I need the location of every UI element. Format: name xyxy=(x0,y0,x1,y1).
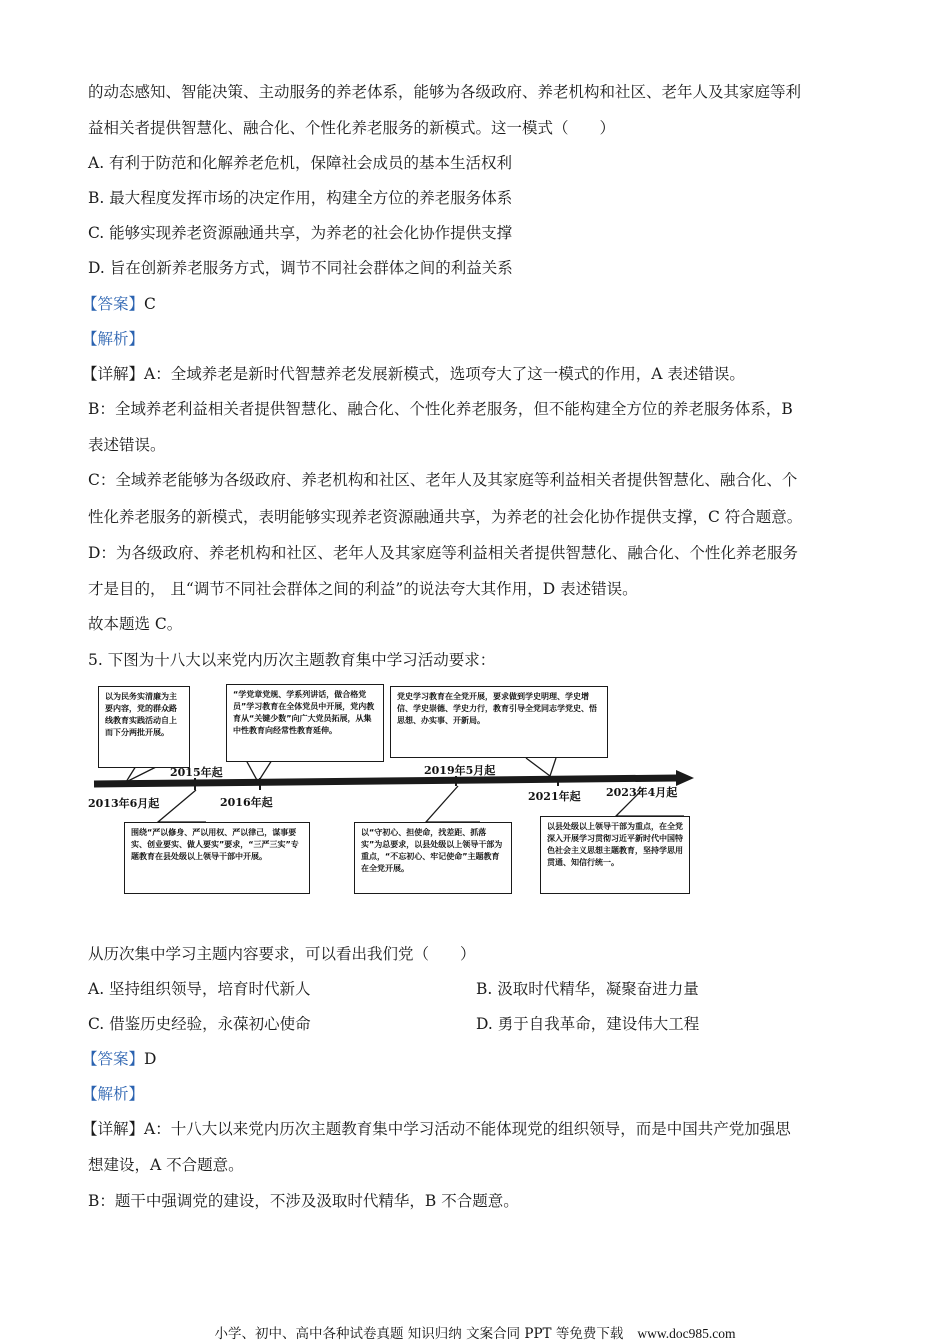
analysis-tag: 【解析】 xyxy=(82,330,145,348)
q4-detail-line-2: B：全域养老利益相关者提供智慧化、融合化、个性化养老服务，但不能构建全方位的养老服务体系，B xyxy=(88,400,793,418)
q5-detail-line-3: B：题干中强调党的建设，不涉及汲取时代精华，B 不合题意。 xyxy=(88,1192,519,1210)
q4-detail-line-4: C：全域养老能够为各级政府、养老机构和社区、老年人及其家庭等利益相关者提供智慧化、融合化、个 xyxy=(88,471,798,489)
q4-option-d: D. 旨在创新养老服务方式，调节不同社会群体之间的利益关系 xyxy=(88,259,513,277)
label-2023: 2023年4月起 xyxy=(606,786,678,799)
page-footer xyxy=(0,1322,950,1342)
timeline-arrowhead xyxy=(676,770,694,786)
answer-tag: 【答案】 xyxy=(82,295,145,313)
timeline-box-2013: 以为民务实清廉为主要内容，党的群众路线教育实践活动自上而下分两批开展。 xyxy=(98,686,190,768)
answer-tag: 【答案】 xyxy=(82,1050,145,1068)
q5-option-b: B. 汲取时代精华，凝聚奋进力量 xyxy=(476,980,699,998)
label-2013: 2013年6月起 xyxy=(88,797,160,810)
detail-tag: 【详解】 xyxy=(82,1120,145,1138)
q4-analysis-heading xyxy=(82,329,144,349)
q5-option-a: A. 坚持组织领导，培育时代新人 xyxy=(88,980,311,998)
detail-text: A：全域养老是新时代智慧养老发展新模式，选项夸大了这一模式的作用，A 表述错误。 xyxy=(144,365,745,383)
q5-stem: 5. 下图为十八大以来党内历次主题教育集中学习活动要求： xyxy=(88,651,496,669)
q4-detail-line-8: 故本题选 C。 xyxy=(88,615,183,633)
q5-question: 从历次集中学习主题内容要求，可以看出我们党（ ） xyxy=(88,945,476,963)
timeline-box-2023: 以县处级以上领导干部为重点，在全党深入开展学习贯彻习近平新时代中国特色社会主义思想主题教育，坚持学思用贯通、知信行统一。 xyxy=(540,816,690,894)
q4-detail-line-7: 才是目的， 且“调节不同社会群体之间的利益”的说法夸大其作用，D 表述错误。 xyxy=(88,580,638,598)
timeline-box-2016: “学党章党规、学系列讲话，做合格党员”学习教育在全体党员中开展，党内教育从“关键少数”向广大党员拓展，从集中性教育向经常性教育延伸。 xyxy=(226,684,384,762)
pointer-top-1 xyxy=(126,766,158,782)
timeline-box-2021: 党史学习教育在全党开展，要求做到学史明理、学史增信、学史崇德、学史力行，教育引导全党同志学党史、悟思想、办实事、开新局。 xyxy=(390,686,608,758)
pointer-bottom-2 xyxy=(426,786,480,822)
q4-option-a: A. 有利于防范和化解养老危机，保障社会成员的基本生活权利 xyxy=(88,154,513,172)
q4-option-b: B. 最大程度发挥市场的决定作用，构建全方位的养老服务体系 xyxy=(88,189,513,207)
timeline-box-2015: 围绕“严以修身、严以用权、严以律己，谋事要实、创业要实、做人要实”要求，“三严三实”专题教育在县处级以上领导干部中开展。 xyxy=(124,822,310,894)
q5-option-d: D. 勇于自我革命，建设伟大工程 xyxy=(476,1015,700,1033)
footer-text: 小学、初中、高中各种试卷真题 知识归纳 文案合同 PPT 等免费下载 xyxy=(214,1326,624,1342)
q4-detail-line-3: 表述错误。 xyxy=(88,436,166,454)
q4-detail-line-5: 性化养老服务的新模式，表明能够实现养老资源融通共享，为养老的社会化协作提供支撑，C 符合题意。 xyxy=(88,508,803,526)
answer-value: C xyxy=(144,295,156,313)
q4-answer xyxy=(82,294,156,314)
answer-value: D xyxy=(144,1050,157,1068)
detail-tag: 【详解】 xyxy=(82,365,145,383)
q5-detail-line-2: 想建设，A 不合题意。 xyxy=(88,1156,244,1174)
q4-detail-line-6: D：为各级政府、养老机构和社区、老年人及其家庭等利益相关者提供智慧化、融合化、个性化养老服务 xyxy=(88,544,798,562)
label-2015: 2015年起 xyxy=(170,766,223,779)
paragraph-line-1: 的动态感知、智能决策、主动服务的养老体系，能够为各级政府、养老机构和社区、老年人及其家庭等利 xyxy=(88,83,802,101)
timeline-box-2019: 以“守初心、担使命，找差距、抓落实”为总要求，以县处级以上领导干部为重点，“不忘初心、牢记使命”主题教育在全党开展。 xyxy=(354,822,512,894)
label-2016: 2016年起 xyxy=(220,796,273,809)
paragraph-line-2: 益相关者提供智慧化、融合化、个性化养老服务的新模式。这一模式（ ） xyxy=(88,119,616,137)
q4-option-c: C. 能够实现养老资源融通共享，为养老的社会化协作提供支撑 xyxy=(88,224,513,242)
q5-answer xyxy=(82,1049,156,1069)
q5-analysis-heading xyxy=(82,1084,144,1104)
timeline-figure xyxy=(88,682,698,897)
q5-detail-line-1 xyxy=(82,1119,791,1139)
q5-option-c: C. 借鉴历史经验，永葆初心使命 xyxy=(88,1015,311,1033)
label-2019: 2019年5月起 xyxy=(424,764,496,777)
detail-text: A：十八大以来党内历次主题教育集中学习活动不能体现党的组织领导，而是中国共产党加强思 xyxy=(144,1120,791,1138)
analysis-tag: 【解析】 xyxy=(82,1085,145,1103)
label-2021: 2021年起 xyxy=(528,790,581,803)
footer-url[interactable]: www.doc985.com xyxy=(637,1326,736,1341)
pointer-top-3 xyxy=(526,758,556,776)
pointer-bottom-1 xyxy=(158,790,206,822)
q4-detail-line-1 xyxy=(82,364,745,384)
